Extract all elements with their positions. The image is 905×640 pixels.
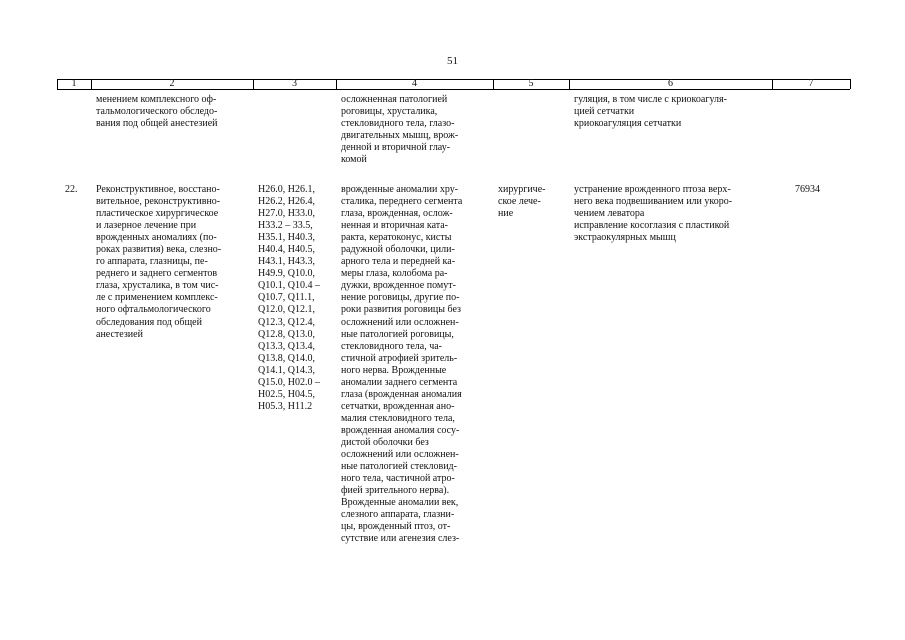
text-line: и лазерное лечение при <box>96 220 197 232</box>
text-line: денной и вторичной глау- <box>341 142 451 154</box>
text-line: анестезией <box>96 328 143 340</box>
code-line: H05.3, H11.2 <box>258 400 313 412</box>
text-line: меры глаза, колобома ра- <box>341 268 448 280</box>
continued-cell-col6 <box>574 94 770 130</box>
text-line: фией зрительного нерва). <box>341 485 450 497</box>
code-line: Q10.7, Q11.1, <box>258 292 315 304</box>
continued-cell-col2 <box>96 94 247 130</box>
text-line: слезного аппарата, глазни- <box>341 509 455 521</box>
text-line: ское лече- <box>498 196 541 208</box>
text-line: роговицы, хрусталика, <box>341 106 438 118</box>
text-line: сутствие или агенезия слез- <box>341 533 460 545</box>
text-line: вительное, реконструктивно- <box>96 196 221 208</box>
text-line: Реконструктивное, восстано- <box>96 184 220 195</box>
text-line: го аппарата, глазницы, пе- <box>96 256 208 268</box>
text-line: врожденных аномалиях (по- <box>96 232 217 244</box>
text-line: осложненная патологией <box>341 94 448 105</box>
text-line: стичной атрофией зритель- <box>341 352 458 364</box>
continued-cell-col4 <box>341 94 488 166</box>
text-line: врожденная аномалия сосу- <box>341 424 460 436</box>
text-line: глаза, врожденная, ослож- <box>341 208 453 220</box>
text-line: ного нерва. Врожденные <box>341 364 447 376</box>
text-line: аномалии заднего сегмента <box>341 376 458 388</box>
page-number: 51 <box>447 55 458 67</box>
code-line: Q12.8, Q13.0, <box>258 328 315 340</box>
text-line: глаза, хрусталика, в том чис- <box>96 280 219 292</box>
code-line: Q14.1, Q14.3, <box>258 364 315 376</box>
column-number: 3 <box>292 78 297 89</box>
table-header-rule <box>57 89 850 90</box>
code-line: H35.1, H40.3, <box>258 232 315 244</box>
text-line: криокоагуляция сетчатки <box>574 118 682 130</box>
text-line: стекловидного тела, глазо- <box>341 118 455 130</box>
text-line: арного тела и передней ка- <box>341 256 456 268</box>
text-line: радужной оболочки, цили- <box>341 244 455 256</box>
text-line: дужки, врожденное помут- <box>341 280 456 292</box>
text-line: двигательных мышц, врож- <box>341 130 459 142</box>
code-line: H02.5, H04.5, <box>258 388 315 400</box>
text-line: ле с применением комплекс- <box>96 292 218 304</box>
row22-cell-col6 <box>574 184 770 244</box>
text-line: обследования под общей <box>96 316 202 328</box>
text-line: дистой оболочки без <box>341 436 429 448</box>
text-line: глаза (врожденная аномалия <box>341 388 462 400</box>
text-line: тальмологического обследо- <box>96 106 218 118</box>
text-line: роках развития) века, слезно- <box>96 244 222 256</box>
code-line: Q13.3, Q13.4, <box>258 340 315 352</box>
text-line: чением леватора <box>574 208 645 220</box>
column-number: 5 <box>528 78 534 89</box>
text-line: пластическое хирургическое <box>96 208 219 220</box>
text-line: хирургиче- <box>498 184 546 195</box>
code-line: Q15.0, H02.0 – <box>258 376 320 388</box>
text-line: экстраокулярных мышц <box>574 232 676 244</box>
column-number: 6 <box>668 78 673 89</box>
code-line: H26.0, H26.1, <box>258 184 315 195</box>
text-line: реднего и заднего сегментов <box>96 268 218 280</box>
text-line: цией сетчатки <box>574 106 635 118</box>
code-line: Q10.1, Q10.4 – <box>258 280 320 292</box>
column-divider <box>850 79 851 89</box>
code-line: H27.0, H33.0, <box>258 208 315 220</box>
code-line: H43.1, H43.3, <box>258 256 315 268</box>
text-line: цы, врожденный птоз, от- <box>341 521 451 533</box>
text-line: вания под общей анестезией <box>96 118 218 130</box>
text-line: ные патологией роговицы, <box>341 328 454 340</box>
row22-cell-col5 <box>498 184 566 220</box>
code-line: Q12.3, Q12.4, <box>258 316 315 328</box>
text-line: гуляция, в том числе с криокоагуля- <box>574 94 727 105</box>
row22-cell-col3 <box>258 184 334 413</box>
row22-cell-col2 <box>96 184 247 341</box>
column-number: 1 <box>71 78 77 89</box>
text-line: малия стекловидного тела, <box>341 412 455 424</box>
code-line: H26.2, H26.4, <box>258 196 315 208</box>
text-line: роки развития роговицы без <box>341 304 461 316</box>
text-line: ные патологией стекловид- <box>341 461 457 473</box>
text-line: сетчатки, врожденная ано- <box>341 400 455 412</box>
text-line: ного тела, частичной атро- <box>341 473 455 485</box>
code-line: H40.4, H40.5, <box>258 244 315 256</box>
text-line: ного офтальмологического <box>96 304 211 316</box>
text-line: врожденные аномалии хру- <box>341 184 459 195</box>
code-line: H49.9, Q10.0, <box>258 268 315 280</box>
text-line: Врожденные аномалии век, <box>341 497 459 509</box>
code-line: H33.2 – 33.5, <box>258 220 313 232</box>
text-line: стекловидного тела, ча- <box>341 340 442 352</box>
text-line: комой <box>341 154 367 166</box>
code-line: Q13.8, Q14.0, <box>258 352 315 364</box>
text-line: исправление косоглазия с пластикой <box>574 220 730 232</box>
column-number: 2 <box>169 78 175 89</box>
text-line: устранение врожденного птоза верх- <box>574 184 731 195</box>
text-line: него века подвешиванием или укоро- <box>574 196 733 208</box>
text-line: осложнений или осложнен- <box>341 449 459 461</box>
column-number: 7 <box>808 78 814 89</box>
text-line: нение роговицы, другие по- <box>341 292 460 304</box>
text-line: менением комплексного оф- <box>96 94 217 105</box>
row-number: 22. <box>65 184 78 195</box>
text-line: ненная и вторичная ката- <box>341 220 449 232</box>
row22-cell-col4 <box>341 184 488 545</box>
row22-cell-col7: 76934 <box>795 184 820 195</box>
text-line: сталика, переднего сегмента <box>341 196 463 208</box>
column-number: 4 <box>412 78 417 89</box>
code-line: Q12.0, Q12.1, <box>258 304 315 316</box>
text-line: осложнений или осложнен- <box>341 316 459 328</box>
text-line: ние <box>498 208 514 220</box>
text-line: ракта, кератоконус, кисты <box>341 232 452 244</box>
